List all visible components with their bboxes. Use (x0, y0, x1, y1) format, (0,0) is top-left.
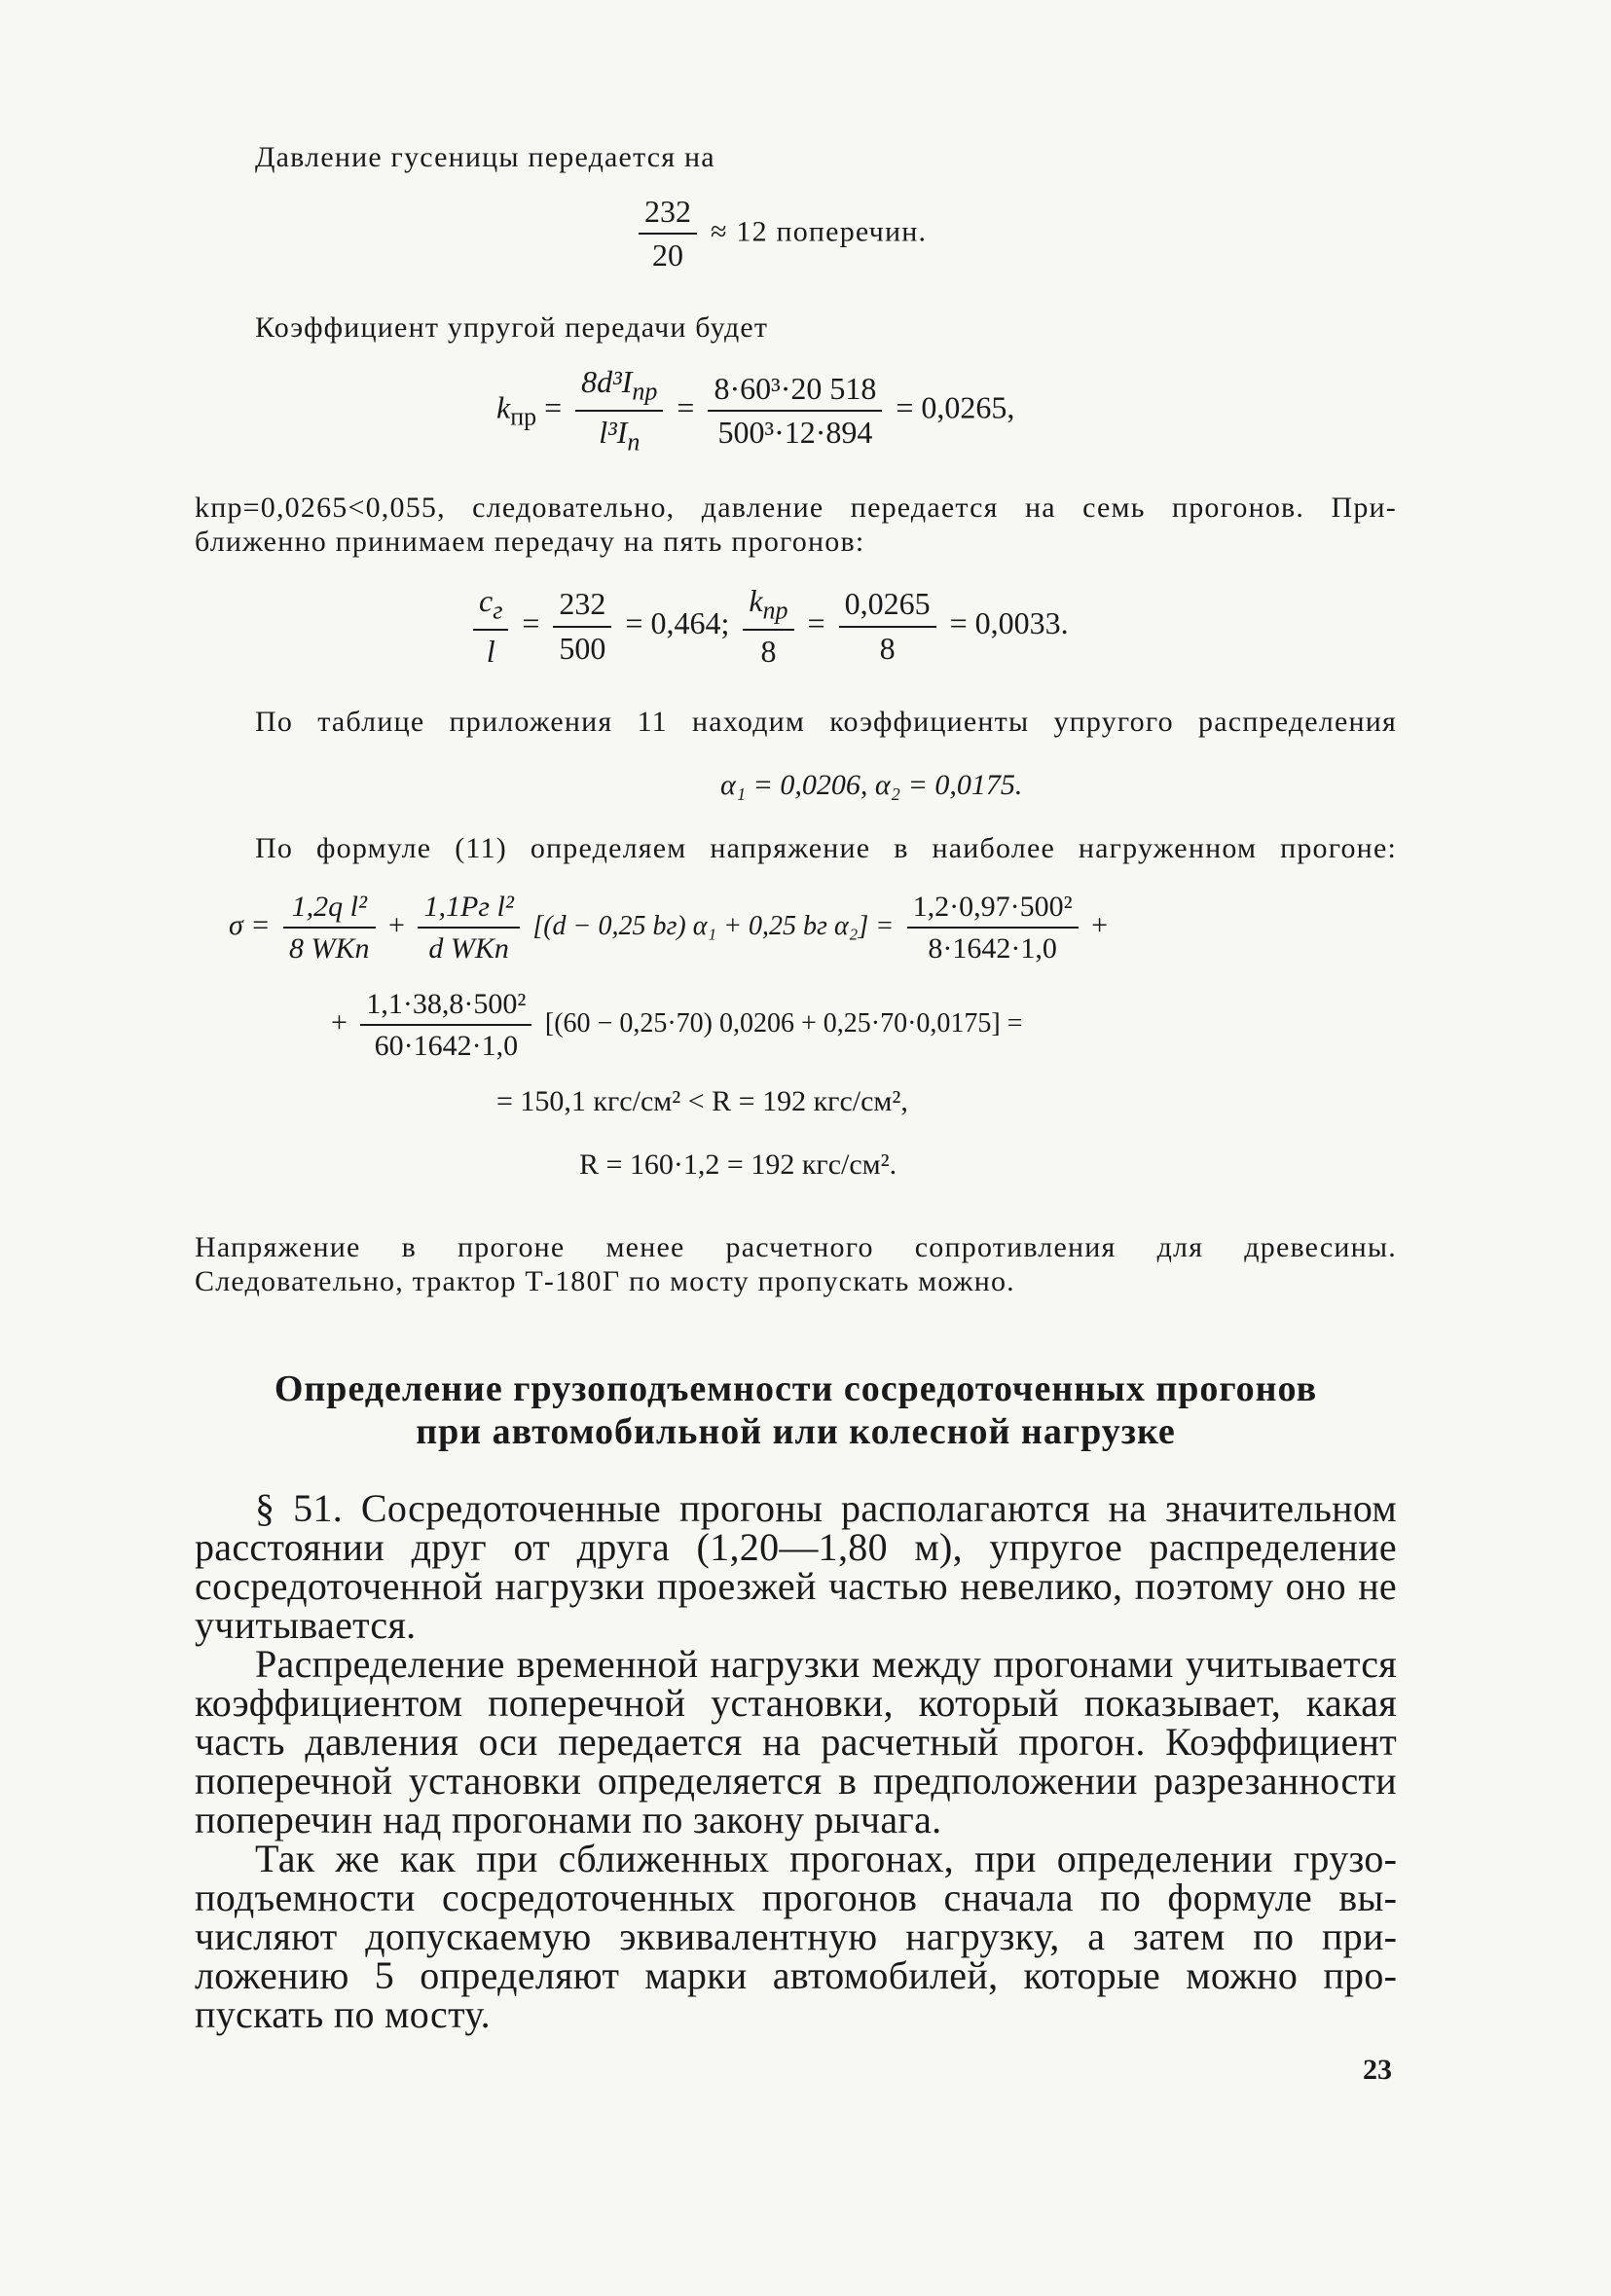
kpr-text: k (749, 583, 763, 618)
kpr-sub: пр (762, 596, 788, 625)
fraction-denominator: 8 (879, 630, 896, 666)
k-symbol: k (496, 389, 511, 425)
paragraph-51: § 51. Сосредоточенные прогоны располагаются на значительном расстоянии друг от друга (1,20—1,80 м), упругое распределение сосредоточенной нагрузки проезжей частью невелико, поэтому оно не учитывается. (195, 1486, 1397, 1647)
term2-numerator: 1,1Pг l² (418, 891, 519, 929)
fraction-term1 (283, 891, 376, 965)
fraction-00265-8 (839, 587, 936, 665)
heading-line2: при автомобильной или колесной нагрузке (416, 1411, 1176, 1452)
intro-text: Давление гусеницы передается на (255, 141, 715, 173)
fraction-denominator: 500 (559, 630, 606, 666)
numeric-numerator: 8·60³·20 518 (708, 372, 882, 412)
formula-reference-line: По формуле (11) определяем напряжение в наиболее нагруженном прогоне: (255, 832, 1397, 864)
fraction-symbolic (575, 365, 663, 456)
fraction-cg-l (473, 584, 508, 669)
conclusion-line2: Следовательно, трактор Т-180Г по мосту пропускать можно. (195, 1265, 1015, 1297)
sigma-lhs: σ = (229, 908, 271, 941)
num-text: 8d³I (581, 364, 633, 399)
sigma-equation-line3: = 150,1 кгс/см² < R = 192 кгс/см², (496, 1085, 908, 1117)
fraction-numeric (708, 372, 882, 450)
term3-denominator: 8·1642·1,0 (928, 932, 1057, 965)
fraction-term3 (907, 891, 1079, 965)
term4-numerator: 1,1·38,8·500² (360, 988, 531, 1026)
equation-rest: ≈ 12 поперечин. (711, 215, 928, 248)
term1-denominator: 8 WKп (289, 932, 370, 965)
sigma-equation-line1: σ = $\frac{\text{1,2q l²}}{\text{8 WKп}}$ + $\frac{\text{1,1Pг l²}}{\text{d WKп}}$ [(d − 0,25 bг) α₁ + 0,25 bг α₂] = $\frac{\text{1,2·0,97·500²}}{8\cdot 1642\cdot 1,0}$ + (229, 891, 1109, 965)
alpha-coefficients: α₁ = 0,0206, α₂ = 0,0175. (720, 769, 1023, 801)
fraction-232-20 (639, 195, 697, 273)
fraction-232-500 (553, 587, 611, 665)
term4-denominator: 60·1642·1,0 (374, 1030, 519, 1062)
paragraph-capacity: Так же как при сближенных прогонах, при определении грузоподъемности сосредоточенных прогонов сначала по формуле вычисляют допускаемую эквивалентную нагрузку, а затем по приложению 5 определяют марки автомобилей, которые можно пропускать по мосту. (195, 1837, 1397, 2036)
equation-result: = 0,0265, (896, 389, 1015, 425)
coefficient-intro: Коэффициент упругой передачи будет (255, 311, 769, 344)
term3-numerator: 1,2·0,97·500² (907, 891, 1079, 929)
den-text: l³I (599, 414, 628, 450)
heading-line1: Определение грузоподъемности сосредоточенных прогонов (274, 1368, 1318, 1409)
equation-transfer-coefficient: $k_{пр}$ = $\frac{8d^3I_{пр}}{l^3I_п}$ = $\frac{\text{8·60³·20 518}}{\text{500³·12·894}}$ = 0,0265, (496, 364, 1015, 456)
fraction-denominator: 20 (652, 237, 683, 273)
fraction-denominator: 8 (760, 633, 777, 669)
symbolic-numerator (575, 365, 663, 412)
symbolic-denominator (575, 412, 663, 456)
paragraph-transfer-line2: ближенно принимаем передачу на пять прогонов: (195, 526, 865, 558)
fraction-numerator: 232 (639, 195, 697, 235)
bracket-expression-2: [(60 − 0,25·70) 0,0206 + 0,25·70·0,0175] = (544, 1007, 1023, 1039)
numeric-denominator: 500³·12·894 (717, 414, 873, 450)
conclusion-line1: Напряжение в прогоне менее расчетного сопротивления для древесины. (195, 1231, 1397, 1263)
fraction-kpr-8 (743, 584, 793, 669)
den-sub: п (627, 427, 641, 456)
paragraph-transfer-line1: kпр=0,0265<0,055, следовательно, давление передается на семь прогонов. При- (195, 492, 1397, 524)
ratio-result-1: = 0,464; (625, 604, 730, 640)
bracket-expression: [(d − 0,25 bг) α₁ + 0,25 bг α₂] = (532, 910, 895, 941)
fraction-numerator: 0,0265 (839, 587, 936, 627)
term1-numerator: 1,2q l² (283, 891, 376, 929)
term2-denominator: d WKп (428, 932, 509, 965)
l-denominator: l (486, 633, 495, 669)
cg-numerator (473, 584, 508, 631)
num-sub: пр (632, 377, 658, 406)
k-subscript: пр (510, 402, 537, 431)
cg-sub: г (493, 596, 503, 625)
fraction-term4 (360, 988, 531, 1062)
cg-text: c (479, 583, 494, 618)
paragraph-distribution: Распределение временной нагрузки между прогонами учитывается коэффициентом поперечной установки, который показывает, какая часть давления оси передается на расчетный прогон. Коэффициент поперечной установки определяется в предположении разрезанности поперечин над прогонами по закону рычага. (195, 1642, 1397, 1841)
equation-cross-ties (633, 195, 927, 273)
fraction-term2 (418, 891, 519, 965)
ratio-result-2: = 0,0033. (949, 604, 1069, 640)
kpr-numerator (743, 584, 793, 631)
section-heading (195, 1367, 1397, 1453)
equation-ratios: $\frac{c_г}{l}$ = $\frac{232}{500}$ = 0,464; $\frac{k_{пр}}{8}$ = $\frac{0,0265}{8}$ = 0,0033. (467, 584, 1069, 669)
sigma-equation-line2: + $\frac{\text{1,1·38,8·500²}}{60\cdot 1642\cdot 1,0}$ [(60 − 0,25·70) 0,0206 + 0,25·70·0,0175] = (331, 988, 1023, 1062)
table-reference-line: По таблице приложения 11 находим коэффициенты упругого распределения (255, 706, 1397, 738)
sigma-equation-line4: R = 160·1,2 = 192 кгс/см². (579, 1148, 897, 1181)
fraction-numerator: 232 (553, 587, 611, 627)
page-number: 23 (1363, 2054, 1392, 2086)
